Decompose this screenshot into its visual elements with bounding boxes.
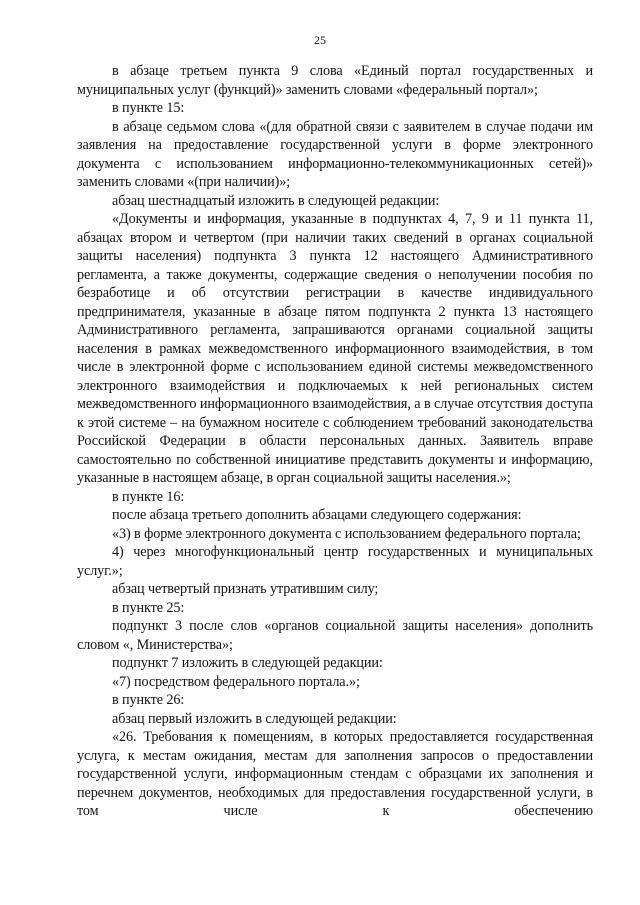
paragraph: в пункте 15: — [112, 100, 185, 116]
document-body — [77, 62, 593, 821]
paragraph: подпункт 3 после слов «органов социальной защиты населения» дополнить словом «, Министерства»; — [77, 618, 593, 653]
paragraph: «Документы и информация, указанные в подпунктах 4, 7, 9 и 11 пункта 11, абзацах втором и четвертом (при наличии таких сведений в органах социальной защиты населения) подпункта 3 пункта 12 настоящего Административного регламента, а также документы, содержащие сведения о неполучении пособия по безработице и об отсутствии регистрации в качестве индивидуального предпринимателя, указанные в абзаце пятом подпункта 2 пункта 13 настоящего Административного регламента, запрашиваются органами социальной защиты населения в рамках межведомственного информационного взаимодействия, в том числе в электронной форме с использованием единой системы межведомственного электронного взаимодействия и подключаемых к ней региональных систем межведомственного информационного взаимодействия, а в случае отсутствия доступа к этой системе – на бумажном носителе с соблюдением требований законодательства Российской Федерации в области персональных данных. Заявитель вправе самостоятельно по собственной инициативе представить документы и информацию, указанные в настоящем абзаце, в орган социальной защиты населения.»; — [77, 211, 593, 486]
paragraph: абзац шестнадцатый изложить в следующей редакции: — [112, 192, 440, 209]
paragraph: в абзаце третьем пункта 9 слова «Единый портал государственных и муниципальных услуг (функций)» заменить словами «федеральный портал»; — [77, 63, 593, 98]
paragraph: «3) в форме электронного документа с использованием федерального портала; — [112, 525, 581, 542]
paragraph: в пункте 16: — [112, 488, 185, 505]
paragraph: абзац четвертый признать утратившим силу; — [112, 581, 379, 597]
paragraph: в пункте 25: — [112, 599, 185, 616]
paragraph: после абзаца третьего дополнить абзацами следующего содержания: — [112, 507, 522, 523]
paragraph: в пункте 26: — [112, 692, 185, 708]
paragraph: абзац первый изложить в следующей редакции: — [112, 710, 397, 727]
page-number: 25 — [314, 33, 326, 47]
paragraph: в абзаце седьмом слова «(для обратной связи с заявителем в случае подачи им заявления на предоставление государственной услуги в форме электронного документа с использованием информационно-телекоммуникационных сетей)» заменить словами «(при наличии)»; — [77, 118, 593, 190]
paragraph: «7) посредством федерального портала.»; — [112, 673, 360, 690]
paragraph: 4) через многофункциональный центр государственных и муниципальных услуг.»; — [77, 544, 593, 579]
paragraph: подпункт 7 изложить в следующей редакции: — [112, 655, 383, 671]
paragraph: «26. Требования к помещениям, в которых предоставляется государственная услуга, к местам ожидания, местам для заполнения запросов о предоставлении государственной услуги, информационным стендам с образцами их заполнения и перечнем документов, необходимых для предоставления государственной услуги, в том числе к обеспечению — [77, 729, 593, 819]
